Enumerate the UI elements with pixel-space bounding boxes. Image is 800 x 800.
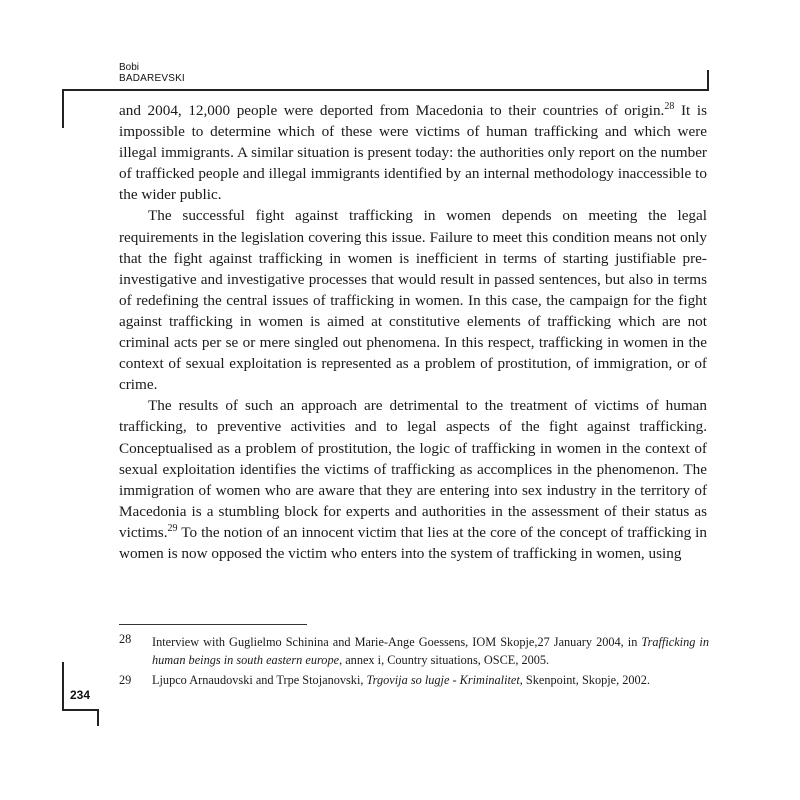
footnote-separator [119,624,307,625]
footnote-title-italic: Trgovija so lugje - Kriminalitet [366,673,520,687]
paragraph-3-text: The results of such an approach are detrimental to the treatment of victims of human trafficking, to preventive activities and to legal aspects of the fight against trafficking. Conceptualised as a problem of prostitution, the logic of trafficking in women in the context of sexual exploitation identifies the victims of trafficking as accomplices in the phenomenon. The immigration of women who are aware that they are entering into sex industry in the territory of Macedonia is a stumbling block for experts and authorities in the assessment of their status as victims. [119,397,707,541]
footnote-text: , Skenpoint, Skopje, 2002. [519,673,650,687]
body-text [119,100,707,564]
page-number: 234 [70,688,91,702]
paragraph-1-text: and 2004, 12,000 people were deported from Macedonia to their countries of origin. [119,102,665,119]
footnote-number: 28 [119,632,132,646]
footnote-ref-28[interactable]: 28 [664,101,675,112]
paragraph-1-text-cont: It is impossible to determine which of these were victims of human trafficking and which were illegal immigrants. A similar situation is present today: the authorities only report on the number of trafficked people and illegal immigrants identified by an internal methodology inaccessible to the wider public. [119,102,707,204]
author-last-name: BADAREVSKI [119,73,185,84]
paragraph-3 [119,395,707,564]
footnote-text: Ljupco Arnaudovski and Trpe Stojanovski, [152,673,367,687]
footnote-text: Interview with Guglielmo Schinina and Marie-Ange Goessens, IOM Skopje,27 January 2004, in [152,635,642,649]
footnote-number: 29 [119,673,132,687]
footnote-title-italic: Trafficking in human beings in south eastern europe [152,635,709,667]
header-rule-right-tick [707,70,709,90]
page-frame-right-tick [97,709,99,726]
footnote-28 [119,633,709,669]
footnotes [119,633,709,689]
page-frame-left [62,662,64,710]
paragraph-2: The successful fight against trafficking in women depends on meeting the legal requirements in the legislation covering this issue. Failure to meet this condition means not only that the fight against trafficking in women is inefficient in terms of starting justifiable pre-investigative and investigative processes that would result in passed sentences, but also in terms of redefining the central issues of trafficking in women. In this case, the campaign for the fight against trafficking in women is aimed at constitutive elements of trafficking which are not criminal acts per se or mere singled out phenomena. In this respect, trafficking in women in the context of sexual exploitation is represented as a problem of prostitution, of immigration, or of crime. [119,207,707,394]
footnote-29 [119,671,709,689]
paragraph-3-text-cont: To the notion of an innocent victim that lies at the core of the concept of trafficking in women is now opposed the victim who enters into the system of trafficking in women, using [119,523,707,562]
author-first-name: Bobi [119,62,140,73]
footnote-ref-29[interactable]: 29 [167,522,178,534]
page-frame-bottom [62,709,99,711]
footnote-text: , annex i, Country situations, OSCE, 2005. [339,653,550,667]
header-rule [62,89,709,91]
paragraph-1 [119,100,707,205]
header-rule-left-tick [62,89,64,128]
